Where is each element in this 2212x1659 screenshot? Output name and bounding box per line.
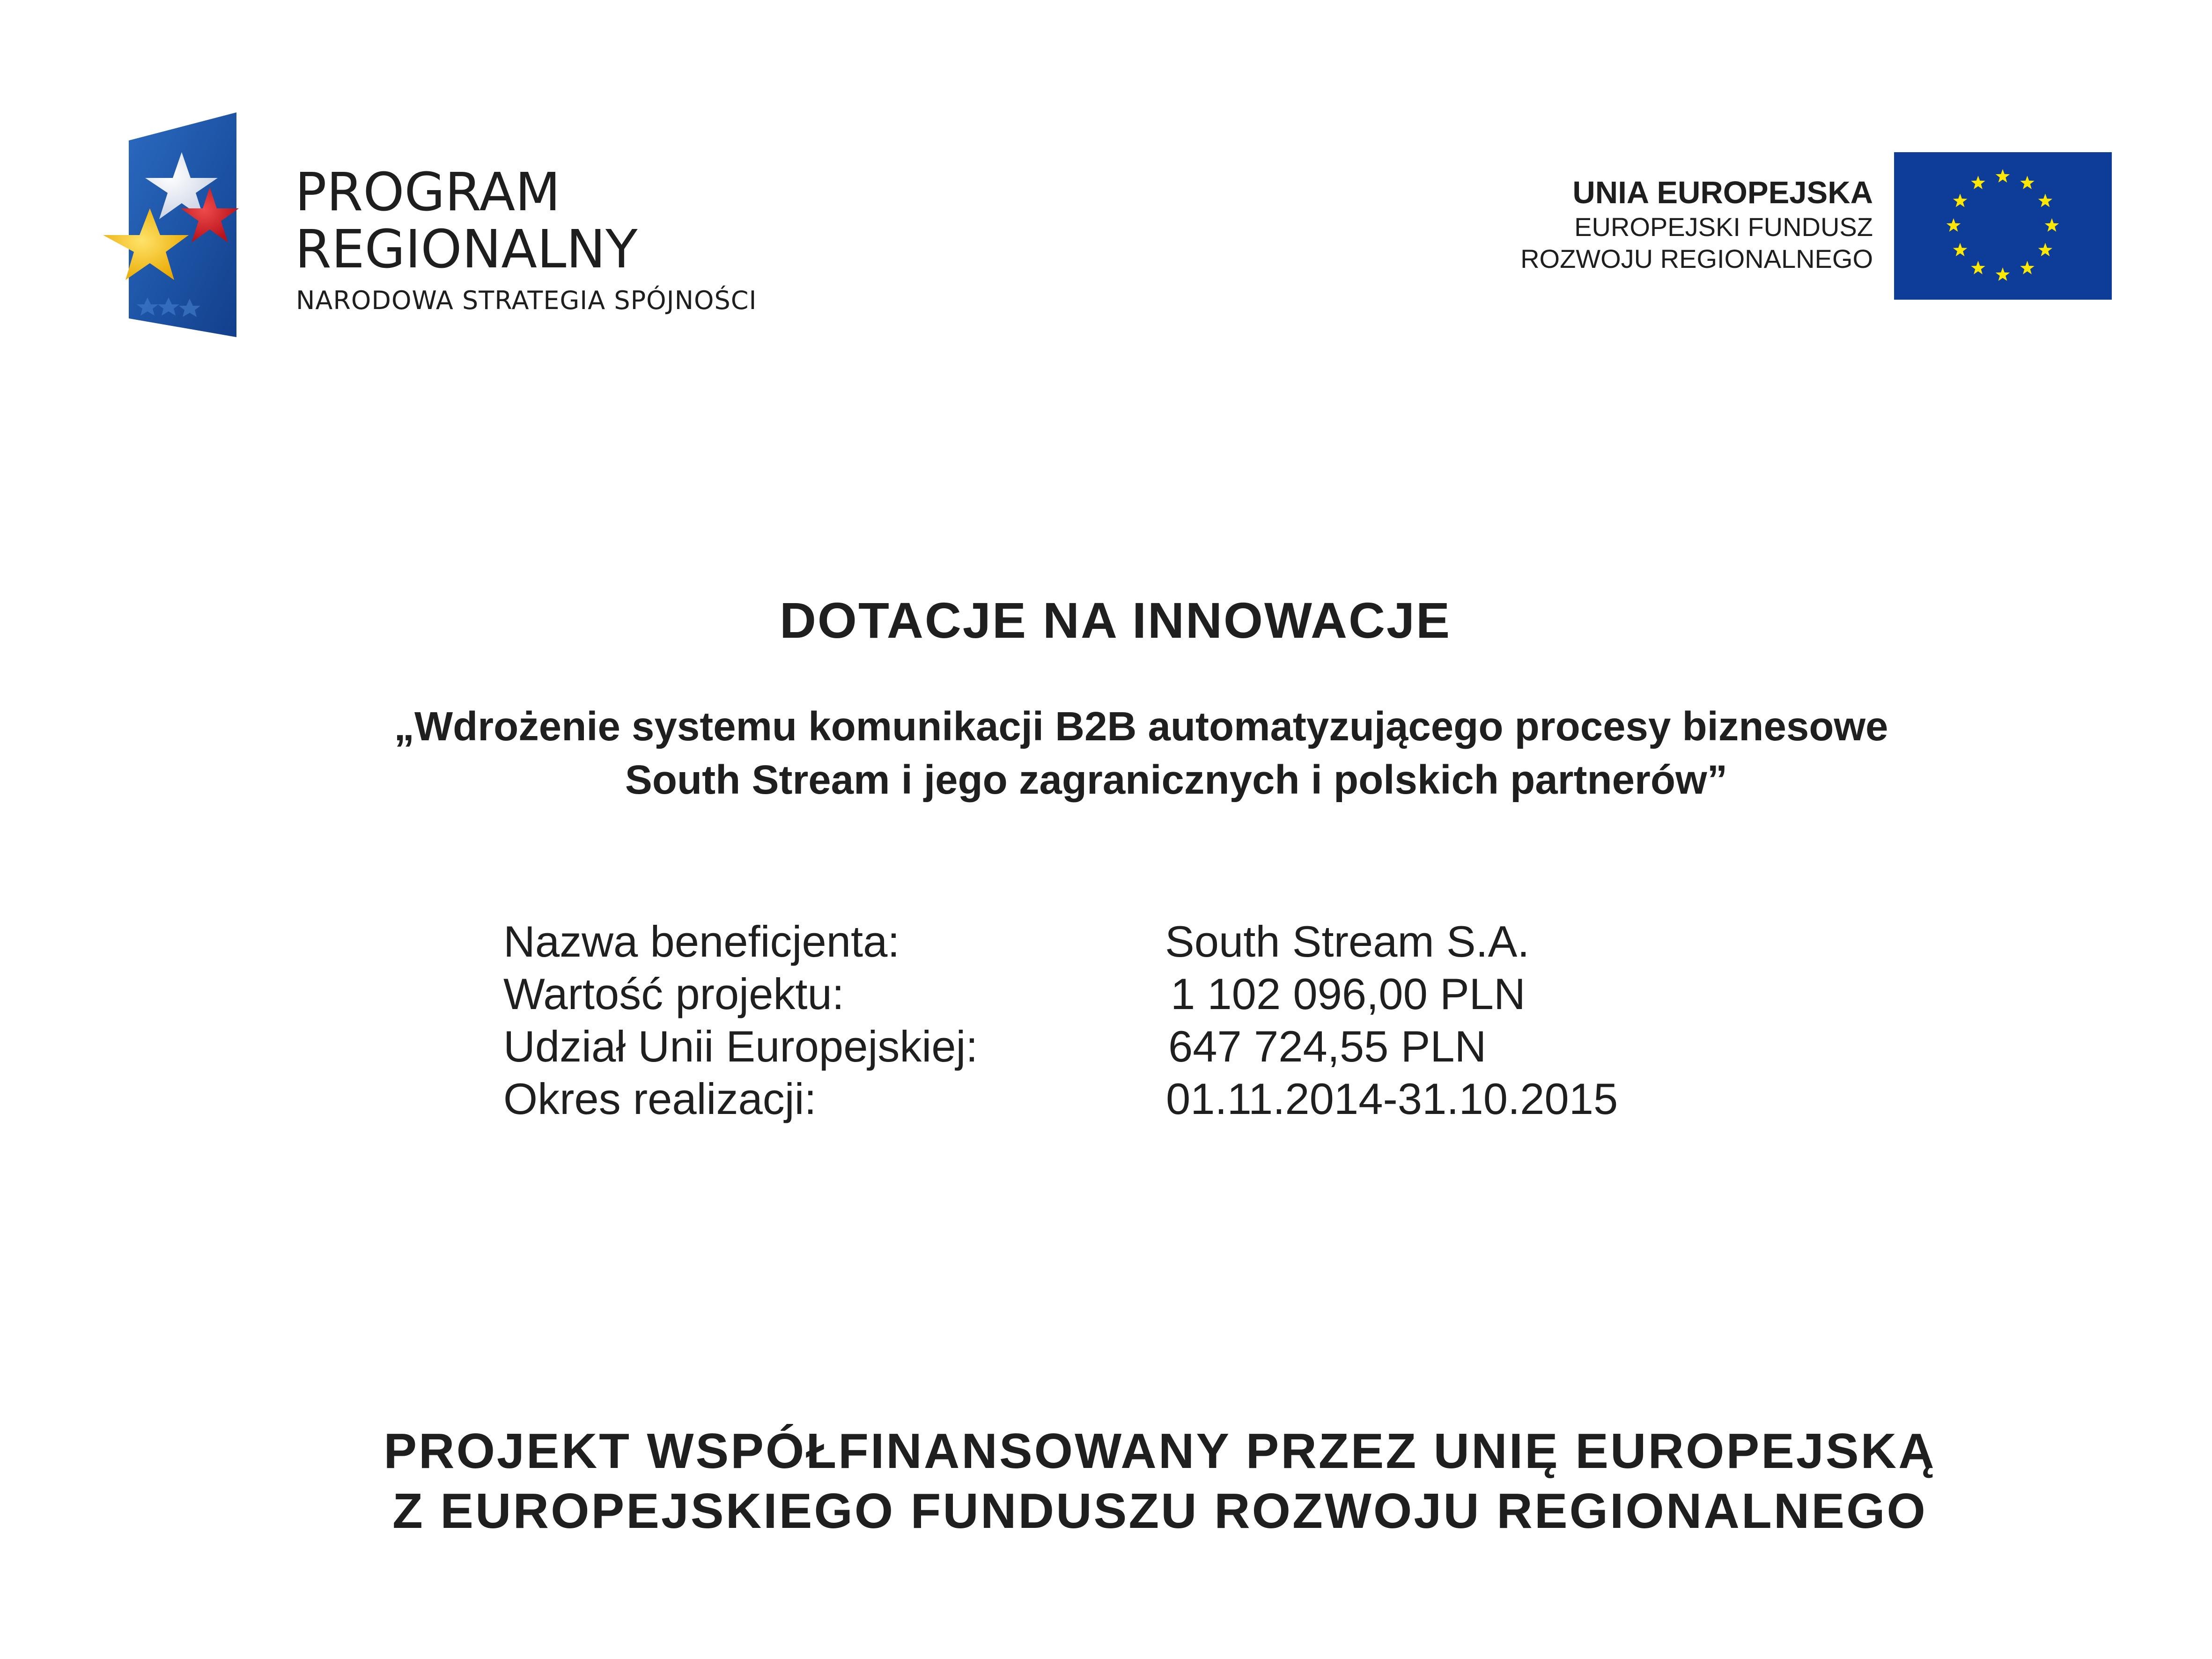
detail-label: Wartość projektu:: [503, 969, 844, 1018]
program-subtitle: NARODOWA STRATEGIA SPÓJNOŚCI: [296, 286, 757, 315]
program-regionalny-logo: [98, 112, 829, 337]
detail-label: Nazwa beneficjenta:: [503, 917, 900, 966]
page-title: DOTACJE NA INNOWACJE: [779, 592, 1452, 649]
detail-value: 1 102 096,00 PLN: [1171, 969, 1526, 1018]
eu-text-block: [1520, 175, 1873, 275]
detail-value: South Stream S.A.: [1165, 917, 1530, 966]
eu-logo: [1461, 152, 2112, 302]
cofinancing-footer: [0, 1421, 2212, 1541]
detail-row-period: [503, 1073, 1768, 1125]
eu-title: UNIA EUROPEJSKA: [1572, 175, 1873, 210]
footer-line1: PROJEKT WSPÓŁFINANSOWANY PRZEZ UNIĘ EUROPEJSKĄ: [383, 1423, 1936, 1479]
detail-label: Udział Unii Europejskiej:: [503, 1022, 978, 1071]
eu-line2: ROZWOJU REGIONALNEGO: [1520, 244, 1873, 273]
eu-line1: EUROPEJSKI FUNDUSZ: [1574, 212, 1873, 242]
program-title-line1: PROGRAM: [295, 162, 560, 223]
detail-row-eu-share: [503, 1020, 1768, 1073]
detail-row-project-value: [503, 968, 1768, 1020]
project-details: [503, 915, 1768, 1125]
program-regionalny-title: [295, 164, 638, 278]
program-regionalny-stars-icon: [98, 112, 239, 337]
project-name-line2: South Stream i jego zagranicznych i polskich partnerów”: [625, 757, 1728, 803]
project-name-line1: „Wdrożenie systemu komunikacji B2B automatyzującego procesy biznesowe: [394, 704, 1888, 749]
detail-label: Okres realizacji:: [503, 1074, 817, 1123]
program-title-line2: REGIONALNY: [295, 219, 638, 280]
detail-row-beneficiary: [503, 915, 1768, 968]
eu-flag-icon: [1894, 152, 2112, 300]
footer-line2: Z EUROPEJSKIEGO FUNDUSZU ROZWOJU REGIONALNEGO: [392, 1483, 1927, 1539]
project-name: [0, 700, 2212, 807]
detail-value: 647 724,55 PLN: [1168, 1022, 1487, 1071]
detail-value: 01.11.2014-31.10.2015: [1166, 1074, 1618, 1123]
